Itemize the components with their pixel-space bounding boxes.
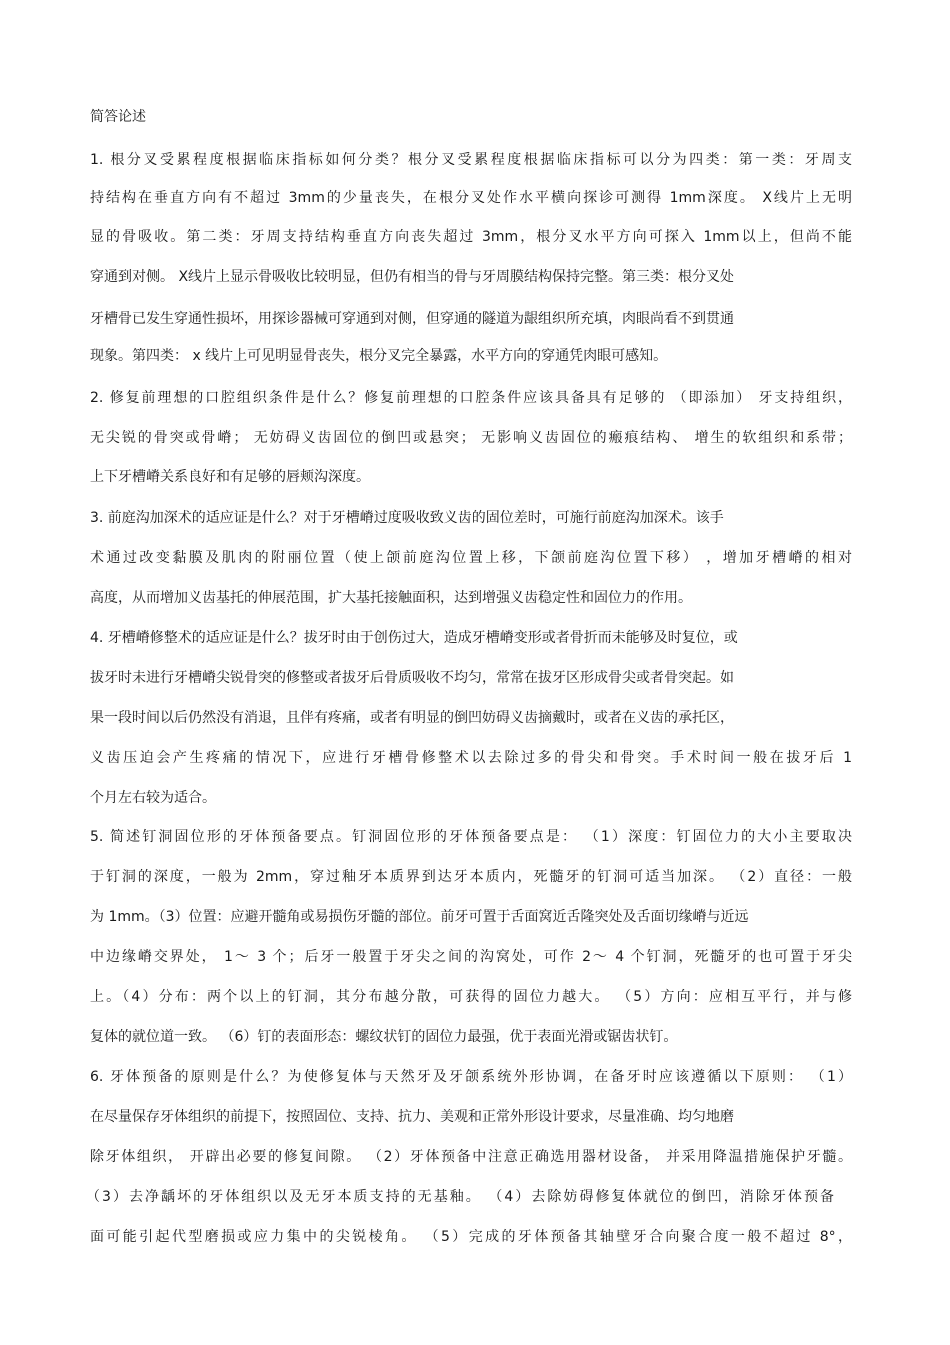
text-line: 复体的就位道一致。 （6）钉的表面形态：螺纹状钉的固位力最强，优于表面光滑或锯齿状钉。 [90,1029,678,1045]
text-line: 为 1mm。（3）位置：应避开髓角或易损伤牙髓的部位。前牙可置于舌面窝近舌隆突处及舌面切缘嵴与近远 [90,909,749,925]
text-line: 显的骨吸收。第二类：牙周支持结构垂直方向丧失超过 3mm，根分叉水平方向可探入 1mm以上，但尚不能 [90,229,852,245]
text-line: 拔牙时未进行牙槽嵴尖锐骨突的修整或者拔牙后骨质吸收不均匀，常常在拔牙区形成骨尖或者骨突起。如 [90,670,734,686]
text-line: 现象。第四类： x 线片上可见明显骨丧失，根分叉完全暴露，水平方向的穿通凭肉眼可感知。 [90,348,668,364]
text-line: 牙槽骨已发生穿通性损坏，用探诊器械可穿通到对侧，但穿通的隧道为龈组织所充填，肉眼尚看不到贯通 [90,311,734,327]
text-line: 2. 修复前理想的口腔组织条件是什么？修复前理想的口腔条件应该具备具有足够的 （即添加） 牙支持组织， [90,390,852,406]
text-line: 无尖锐的骨突或骨嵴； 无妨碍义齿固位的倒凹或悬突； 无影响义齿固位的瘢痕结构、 增生的软组织和系带； [90,430,852,446]
text-line: 5. 简述钉洞固位形的牙体预备要点。钉洞固位形的牙体预备要点是： （1）深度：钉固位力的大小主要取决 [90,829,852,845]
text-line: 1. 根分叉受累程度根据临床指标如何分类？根分叉受累程度根据临床指标可以分为四类：第一类：牙周支 [90,152,852,168]
text-line: 果一段时间以后仍然没有消退，且伴有疼痛，或者有明显的倒凹妨碍义齿摘戴时，或者在义齿的承托区， [90,710,734,726]
text-line: 上下牙槽嵴关系良好和有足够的唇颊沟深度。 [90,469,370,485]
text-line: 面可能引起代型磨损或应力集中的尖锐棱角。 （5）完成的牙体预备其轴壁牙合向聚合度一般不超过 8°， [90,1229,852,1245]
text-line: 于钉洞的深度，一般为 2mm，穿过釉牙本质界到达牙本质内，死髓牙的钉洞可适当加深。 （2）直径：一般 [90,869,852,885]
text-line: 个月左右较为适合。 [90,790,216,806]
text-line: （3）去净龋坏的牙体组织以及无牙本质支持的无基釉。 （4）去除妨碍修复体就位的倒凹，消除牙体预备 [86,1189,834,1205]
text-line: 4. 牙槽嵴修整术的适应证是什么？拔牙时由于创伤过大，造成牙槽嵴变形或者骨折而未能够及时复位，或 [90,630,738,646]
text-line: 术通过改变黏膜及肌肉的附丽位置（使上颌前庭沟位置上移，下颌前庭沟位置下移） ，增加牙槽嵴的相对 [90,550,852,566]
text-line: 6. 牙体预备的原则是什么？为使修复体与天然牙及牙颌系统外形协调，在备牙时应该遵循以下原则： （1） [90,1069,852,1085]
text-line: 持结构在垂直方向有不超过 3mm的少量丧失，在根分叉处作水平横向探诊可测得 1mm深度。 X线片上无明 [90,190,852,206]
text-line: 穿通到对侧。 X线片上显示骨吸收比较明显，但仍有相当的骨与牙周膜结构保持完整。第三类：根分叉处 [90,269,735,285]
section-heading: 简答论述 [90,109,146,125]
text-line: 3. 前庭沟加深术的适应证是什么？对于牙槽嵴过度吸收致义齿的固位差时，可施行前庭沟加深术。该手 [90,510,724,526]
text-line: 中边缘嵴交界处， 1～ 3 个；后牙一般置于牙尖之间的沟窝处，可作 2～ 4 个钉洞，死髓牙的也可置于牙尖 [90,949,852,965]
text-line: 上。（4）分布：两个以上的钉洞，其分布越分散，可获得的固位力越大。 （5）方向：应相互平行，并与修 [90,989,852,1005]
text-line: 义齿压迫会产生疼痛的情况下，应进行牙槽骨修整术以去除过多的骨尖和骨突。手术时间一般在拔牙后 1 [90,750,852,766]
text-line: 在尽量保存牙体组织的前提下，按照固位、支持、抗力、美观和正常外形设计要求，尽量准确、均匀地磨 [90,1109,734,1125]
text-line: 除牙体组织， 开辟出必要的修复间隙。 （2）牙体预备中注意正确选用器材设备， 并采用降温措施保护牙髓。 [90,1149,852,1165]
text-line: 高度，从而增加义齿基托的伸展范围，扩大基托接触面积，达到增强义齿稳定性和固位力的作用。 [90,590,692,606]
